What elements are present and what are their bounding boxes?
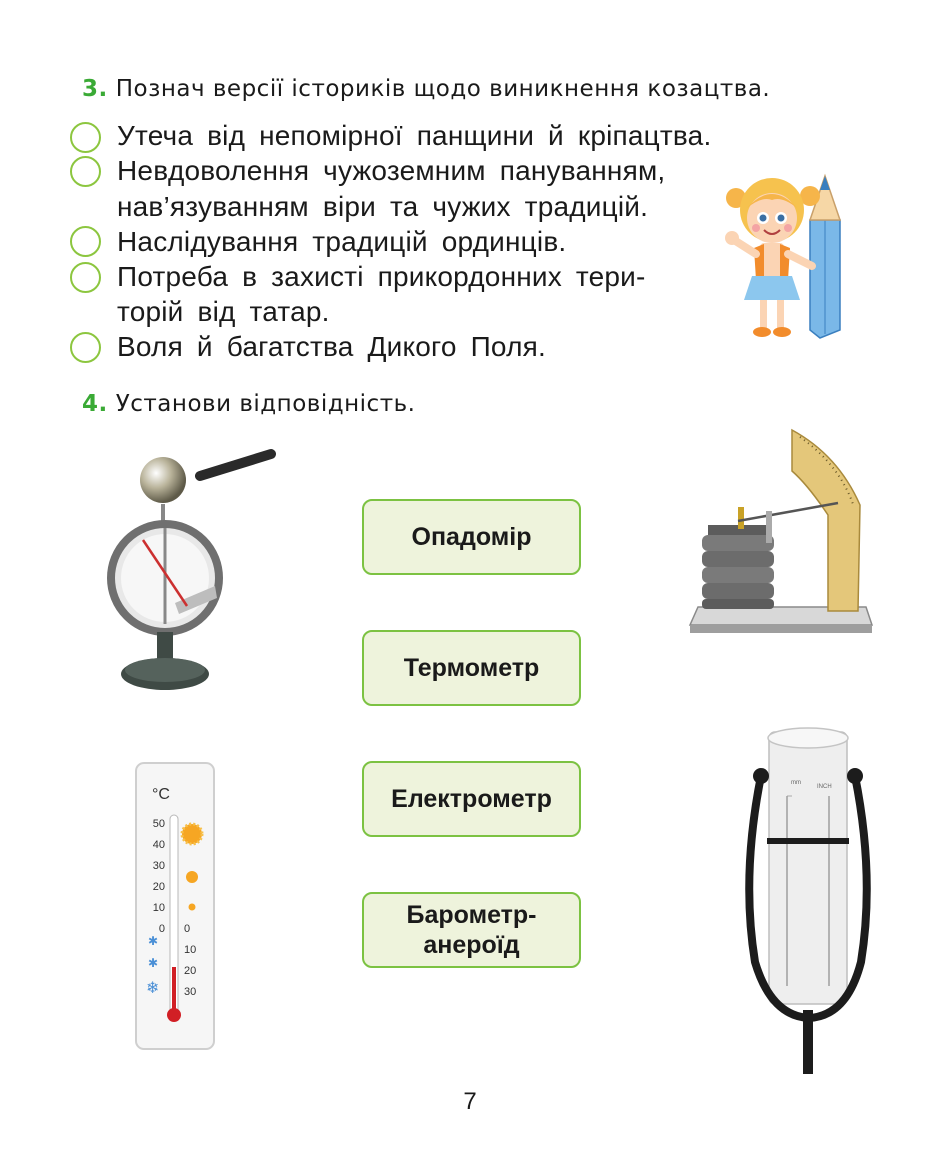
- thermometer-unit-label: °C: [152, 786, 170, 803]
- thermo-left-20: 20: [152, 881, 165, 893]
- electrometer-picture: [105, 448, 275, 698]
- thermo-left-10: 10: [152, 902, 165, 914]
- thermometer-picture: [134, 761, 216, 1051]
- rain-gauge-mm-label: mm: [791, 780, 801, 786]
- thermo-left-40: 40: [152, 839, 165, 851]
- answer-circle-4[interactable]: [70, 262, 101, 293]
- thermo-right-30: 30: [184, 986, 197, 998]
- aneroid-barometer-picture: [688, 425, 878, 640]
- thermo-right-10: 10: [184, 944, 197, 956]
- option-line-1: Утеча від непомірної панщини й кріпацтва.: [117, 120, 712, 151]
- thermo-left-30: 30: [152, 860, 165, 872]
- answer-box-thermometer[interactable]: Термометр: [362, 630, 581, 706]
- option-line-2: Невдоволення чужоземним пануванням,: [117, 155, 666, 186]
- svg-text:✱: ✱: [148, 956, 159, 970]
- svg-text:✱: ✱: [148, 934, 159, 948]
- thermo-left-50: 50: [152, 818, 165, 830]
- thermo-left-0: 0: [158, 923, 165, 935]
- task-3-title: Познач версії істориків щодо виникнення козацтва.: [115, 76, 771, 102]
- thermo-right-0: 0: [184, 923, 191, 935]
- task-4-title: Установи відповідність.: [115, 391, 416, 417]
- option-line-4: Наслідування традицій ординців.: [117, 226, 567, 257]
- answer-circle-5[interactable]: [70, 332, 101, 363]
- task-3-number: 3.: [82, 76, 108, 102]
- answer-circle-1[interactable]: [70, 122, 101, 153]
- rain-gauge-inch-label: INCH: [817, 784, 832, 790]
- page-number: 7: [463, 1088, 477, 1115]
- task-3-heading: [82, 76, 770, 102]
- thermo-right-20: 20: [184, 965, 197, 977]
- option-line-3: нав’язуванням віри та чужих традицій.: [117, 191, 649, 222]
- rain-gauge-picture: [737, 726, 871, 1076]
- option-line-7: Воля й багатства Дикого Поля.: [117, 331, 546, 362]
- snowflake-icon: [146, 934, 159, 997]
- answer-box-aneroid-barometer[interactable]: Барометр- анероїд: [362, 892, 581, 968]
- answer-box-rain-gauge[interactable]: Опадомір: [362, 499, 581, 575]
- answer-circle-2[interactable]: [70, 156, 101, 187]
- task-4-number: 4.: [82, 391, 108, 417]
- option-line-5: Потреба в захисті прикордонних тери-: [117, 261, 646, 292]
- task-4-heading: [82, 391, 415, 417]
- girl-with-pencil-illustration: [722, 170, 862, 340]
- svg-text:❄: ❄: [146, 980, 160, 997]
- answer-circle-3[interactable]: [70, 226, 101, 257]
- answer-box-electrometer[interactable]: Електрометр: [362, 761, 581, 837]
- option-line-6: торій від татар.: [117, 296, 330, 327]
